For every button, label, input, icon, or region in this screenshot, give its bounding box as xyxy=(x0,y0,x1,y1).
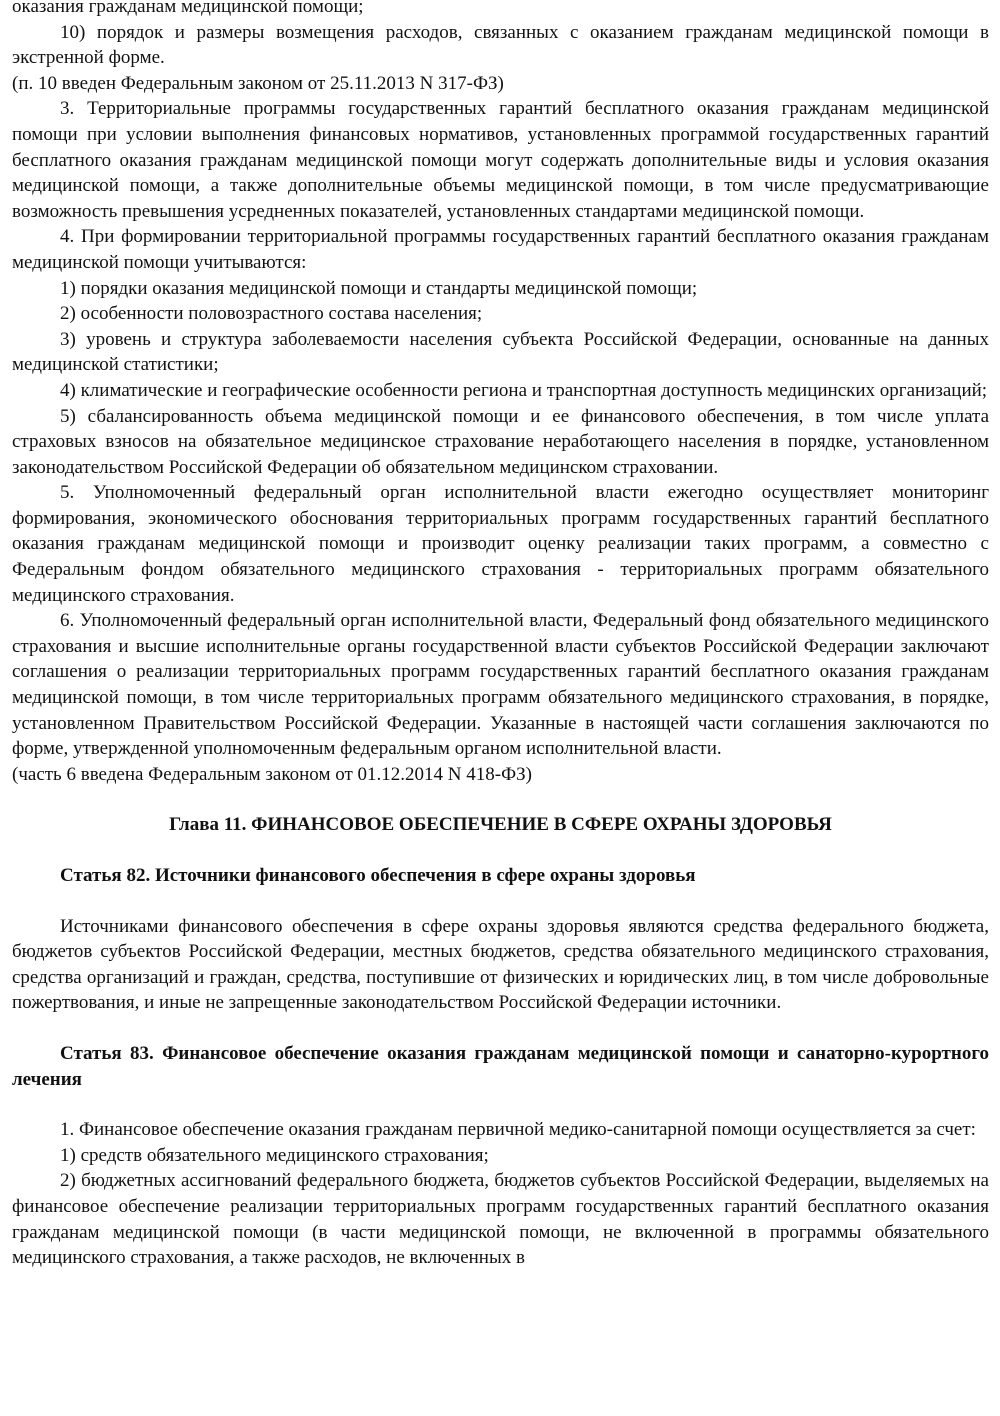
paragraph: 4. При формировании территориальной программы государственных гарантий бесплатного оказания гражданам медицинской помощи учитываются: xyxy=(12,226,989,273)
chapter-heading: Глава 11. ФИНАНСОВОЕ ОБЕСПЕЧЕНИЕ В СФЕРЕ ОХРАНЫ ЗДОРОВЬЯ xyxy=(169,814,832,836)
paragraph: оказания гражданам медицинской помощи; xyxy=(12,0,364,17)
list-item: 1) порядки оказания медицинской помощи и стандарты медицинской помощи; xyxy=(60,277,698,299)
list-item: 1) средств обязательного медицинского страхования; xyxy=(60,1144,489,1166)
paragraph: 5. Уполномоченный федеральный орган исполнительной власти ежегодно осуществляет мониторинг формирования, экономического обоснования территориальных программ государственных гарантий бесплатного оказания гражданам медицинской помощи и производит оценку реализации таких программ, а совместно с Федеральным фондом обязательного медицинского страхования - территориальных программ обязательного медицинского страхования. xyxy=(12,482,989,606)
list-item: 5) сбалансированность объема медицинской помощи и ее финансового обеспечения, в том числе уплата страховых взносов на обязательное медицинское страхование неработающего населения в порядке, установленном законодательством Российской Федерации об обязательном медицинском страховании. xyxy=(12,405,989,478)
article-heading: Статья 83. Финансовое обеспечение оказания гражданам медицинской помощи и санаторно-курортного лечения xyxy=(12,1042,989,1090)
list-item: 2) особенности половозрастного состава населения; xyxy=(60,303,483,325)
list-item: 2) бюджетных ассигнований федерального бюджета, бюджетов субъектов Российской Федерации, выделяемых на финансовое обеспечение реализации территориальных программ государственных гарантий бесплатного оказания гражданам медицинской помощи (в части медицинской помощи, не включенной в программы обязательного медицинского страхования, а также расходов, не включенных в xyxy=(12,1170,989,1269)
paragraph: 3. Территориальные программы государственных гарантий бесплатного оказания гражданам медицинской помощи при условии выполнения финансовых нормативов, установленных программой государственных гарантий бесплатного оказания гражданам медицинской помощи могут содержать дополнительные виды и условия оказания медицинской помощи, а также дополнительные объемы медицинской помощи, в том числе предусматривающие возможность превышения усредненных показателей, установленных стандартами медицинской помощи. xyxy=(12,98,989,222)
amendment-note: (часть 6 введена Федеральным законом от 01.12.2014 N 418-ФЗ) xyxy=(12,763,532,785)
article-heading: Статья 82. Источники финансового обеспечения в сфере охраны здоровья xyxy=(60,865,696,886)
paragraph: 10) порядок и размеры возмещения расходов, связанных с оказанием гражданам медицинской помощи в экстренной форме. xyxy=(12,21,989,69)
paragraph: Источниками финансового обеспечения в сфере охраны здоровья являются средства федерального бюджета, бюджетов субъектов Российской Федерации, местных бюджетов, средства обязательного медицинского страхования, средства организаций и граждан, средства, поступившие от физических и юридических лиц, в том числе добровольные пожертвования, и иные не запрещенные законодательством Российской Федерации источники. xyxy=(12,915,989,1014)
list-item: 4) климатические и географические особенности региона и транспортная доступность медицинских организаций; xyxy=(60,379,988,401)
paragraph: 6. Уполномоченный федеральный орган исполнительной власти, Федеральный фонд обязательного медицинского страхования и высшие исполнительные органы государственной власти субъектов Российской Федерации заключают соглашения о реализации территориальных программ государственных гарантий бесплатного оказания гражданам медицинской помощи, в том числе территориальных программ обязательного медицинского страхования, в порядке, установленном Правительством Российской Федерации. Указанные в настоящей части соглашения заключаются по форме, утвержденной уполномоченным федеральным органом исполнительной власти. xyxy=(12,610,989,760)
document-page xyxy=(12,0,989,1271)
list-item: 3) уровень и структура заболеваемости населения субъекта Российской Федерации, основанные на данных медицинской статистики; xyxy=(12,328,989,376)
amendment-note: (п. 10 введен Федеральным законом от 25.11.2013 N 317-ФЗ) xyxy=(12,72,504,94)
paragraph: 1. Финансовое обеспечение оказания гражданам первичной медико-санитарной помощи осуществляется за счет: xyxy=(60,1119,976,1141)
